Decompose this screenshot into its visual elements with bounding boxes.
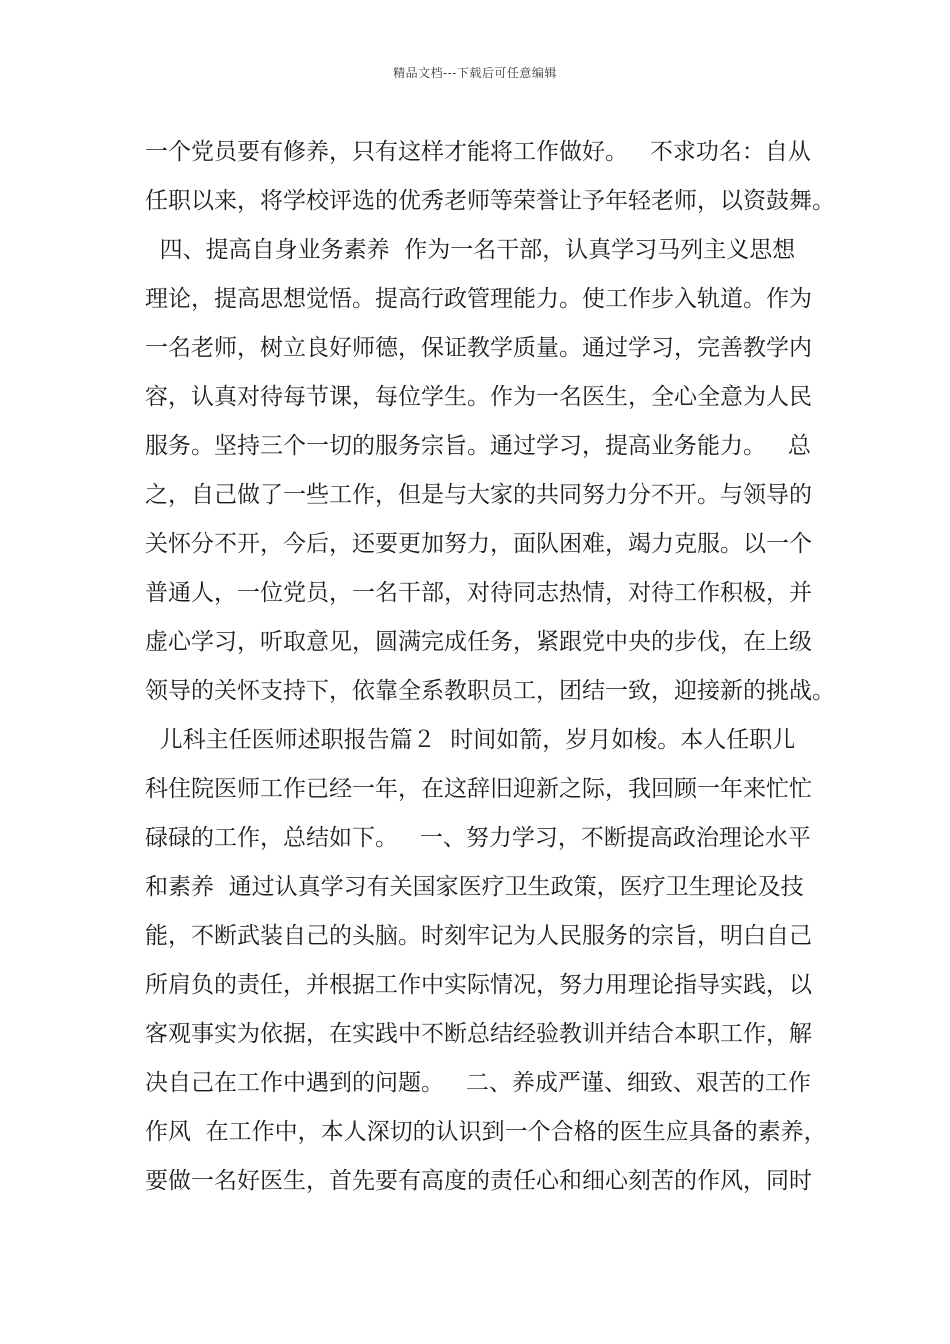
text-line: 决自己在工作中遇到的问题。 二、养成严谨、细致、艰苦的工作 [145,1070,811,1096]
text-line: 关怀分不开，今后，还要更加努力，面队困难，竭力克服。以一个 [145,531,812,557]
text-line: 任职以来，将学校评选的优秀老师等荣誉让予年轻老师，以资鼓舞。 [145,188,835,214]
text-line: 服务。坚持三个一切的服务宗旨。通过学习，提高业务能力。 总 [145,433,811,459]
text-line: 容，认真对待每节课，每位学生。作为一名医生，全心全意为人民 [145,384,812,410]
text-line: 四、提高自身业务素养 作为一名干部，认真学习马列主义思想 [145,237,796,263]
text-line: 理论，提高思想觉悟。提高行政管理能力。使工作步入轨道。作为 [145,286,812,312]
page-header: 精品文档---下载后可任意编辑 [393,66,557,80]
text-line: 虚心学习，听取意见，圆满完成任务，紧跟党中央的步伐，在上级 [145,629,812,655]
text-line: 科住院医师工作已经一年，在这辞旧迎新之际，我回顾一年来忙忙 [145,776,812,802]
text-line: 领导的关怀支持下，依靠全系教职员工，团结一致，迎接新的挑战。 [145,678,835,704]
text-line: 儿科主任医师述职报告篇２ 时间如箭，岁月如梭。本人任职儿 [145,727,796,753]
text-line: 要做一名好医生，首先要有高度的责任心和细心刻苦的作风，同时 [145,1168,812,1194]
text-line: 作风 在工作中，本人深切的认识到一个合格的医生应具备的素养， [145,1119,827,1145]
text-line: 所肩负的责任，并根据工作中实际情况，努力用理论指导实践，以 [145,972,812,998]
text-line: 和素养 通过认真学习有关国家医疗卫生政策，医疗卫生理论及技 [145,874,804,900]
text-line: 客观事实为依据，在实践中不断总结经验教训并结合本职工作，解 [145,1021,812,1047]
text-line: 一名老师，树立良好师德，保证教学质量。通过学习，完善教学内 [145,335,812,361]
text-line: 能，不断武装自己的头脑。时刻牢记为人民服务的宗旨，明白自己 [145,923,812,949]
text-line: 一个党员要有修养，只有这样才能将工作做好。 不求功名：自从 [145,139,811,165]
text-line: 之，自己做了一些工作，但是与大家的共同努力分不开。与领导的 [145,482,812,508]
text-line: 普通人，一位党员，一名干部，对待同志热情，对待工作积极，并 [145,580,812,606]
text-line: 碌碌的工作，总结如下。 一、努力学习，不断提高政治理论水平 [145,825,811,851]
document-body [145,128,835,1206]
